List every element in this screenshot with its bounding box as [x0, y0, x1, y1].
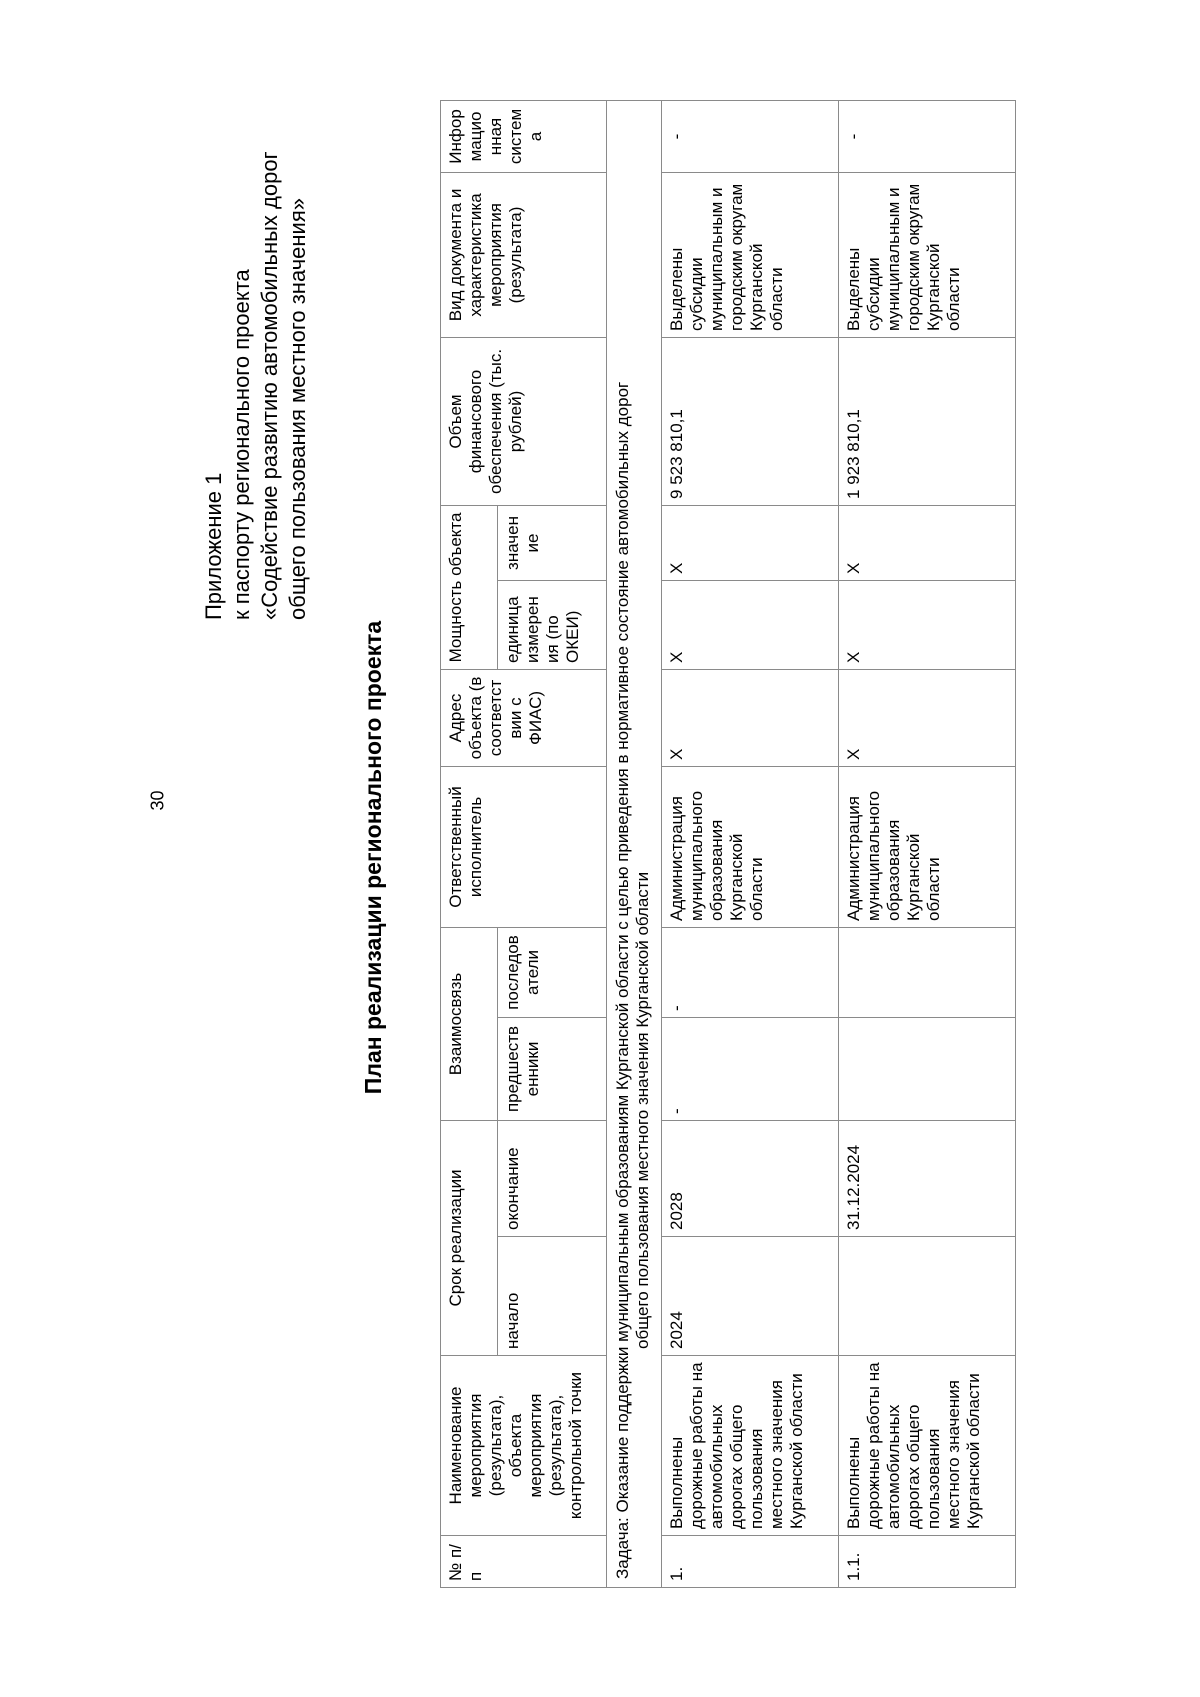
- cell-start: [839, 1237, 1016, 1356]
- rotated-page-content: [190, 100, 1090, 1615]
- task-text-line-1: Задача: Оказание поддержки муниципальным образованиям Курганской области с целью приведения в нормативное состояние автомобильных дорог: [613, 381, 632, 1579]
- header-info: Информационная система: [441, 100, 607, 172]
- cell-doc: Выделены субсидии муниципальным и городским округам Курганской области: [662, 172, 839, 337]
- task-text-line-2: общего пользования местного значения Курганской области: [633, 871, 652, 1349]
- header-term-end: окончание: [498, 1120, 607, 1236]
- task-row: [607, 100, 662, 1587]
- cell-name: Выполнены дорожные работы на автомобильных дорогах общего пользования местного значения Курганской области: [839, 1356, 1016, 1536]
- header-capacity-unit: единица измерения (по ОКЕИ): [498, 580, 607, 669]
- table-row: [839, 100, 1016, 1587]
- header-finance: Объем финансового обеспечения (тыс. рублей): [441, 337, 607, 505]
- header-term-start: начало: [498, 1237, 607, 1356]
- cell-succ: [839, 927, 1016, 1017]
- page-number: [138, 780, 178, 820]
- table-header-row: [441, 100, 498, 1587]
- cell-num: 1.1.: [839, 1536, 1016, 1588]
- plan-title: План реализации регионального проекта: [360, 620, 386, 1095]
- header-link: Взаимосвязь: [441, 927, 498, 1120]
- header-doc: Вид документа и характеристика мероприятия (результата): [441, 172, 607, 337]
- appendix-line-4: общего пользования местного значения»: [285, 198, 310, 620]
- cell-num: 1.: [662, 1536, 839, 1588]
- cell-pred: [839, 1017, 1016, 1120]
- cell-doc: Выделены субсидии муниципальным и городским округам Курганской области: [839, 172, 1016, 337]
- cell-unit: X: [662, 580, 839, 669]
- cell-end: 2028: [662, 1120, 839, 1236]
- appendix-line-1: Приложение 1: [201, 472, 226, 620]
- header-capacity-value: значение: [498, 505, 607, 580]
- cell-start: 2024: [662, 1237, 839, 1356]
- cell-address: X: [839, 669, 1016, 766]
- cell-executor: Администрация муниципального образования Курганской области: [662, 766, 839, 927]
- cell-pred: -: [662, 1017, 839, 1120]
- header-executor: Ответственный исполнитель: [441, 766, 607, 927]
- cell-name: Выполнены дорожные работы на автомобильных дорогах общего пользования местного значения Курганской области: [662, 1356, 839, 1536]
- cell-info: -: [839, 100, 1016, 172]
- cell-value: X: [662, 505, 839, 580]
- plan-table: [440, 100, 1016, 1588]
- cell-address: X: [662, 669, 839, 766]
- cell-end: 31.12.2024: [839, 1120, 1016, 1236]
- cell-finance: 1 923 810,1: [839, 337, 1016, 505]
- header-name: Наименование мероприятия (результата), объекта мероприятия (результата), контрольной точки: [441, 1356, 607, 1536]
- header-link-pred: предшественники: [498, 1017, 607, 1120]
- cell-succ: -: [662, 927, 839, 1017]
- header-num: № п/п: [441, 1536, 607, 1588]
- appendix-line-3: «Содействие развитию автомобильных дорог: [257, 151, 282, 620]
- cell-info: -: [662, 100, 839, 172]
- header-term: Срок реализации: [441, 1120, 498, 1355]
- appendix-header: [200, 100, 312, 620]
- cell-finance: 9 523 810,1: [662, 337, 839, 505]
- header-capacity: Мощность объекта: [441, 505, 498, 669]
- appendix-line-2: к паспорту регионального проекта: [229, 269, 254, 620]
- cell-executor: Администрация муниципального образования Курганской области: [839, 766, 1016, 927]
- cell-unit: X: [839, 580, 1016, 669]
- cell-value: X: [839, 505, 1016, 580]
- page-number-text: 30: [147, 789, 168, 811]
- table-row: [662, 100, 839, 1587]
- header-link-succ: последователи: [498, 927, 607, 1017]
- task-cell: [607, 100, 662, 1587]
- header-address: Адрес объекта (в соответствии с ФИАС): [441, 669, 607, 766]
